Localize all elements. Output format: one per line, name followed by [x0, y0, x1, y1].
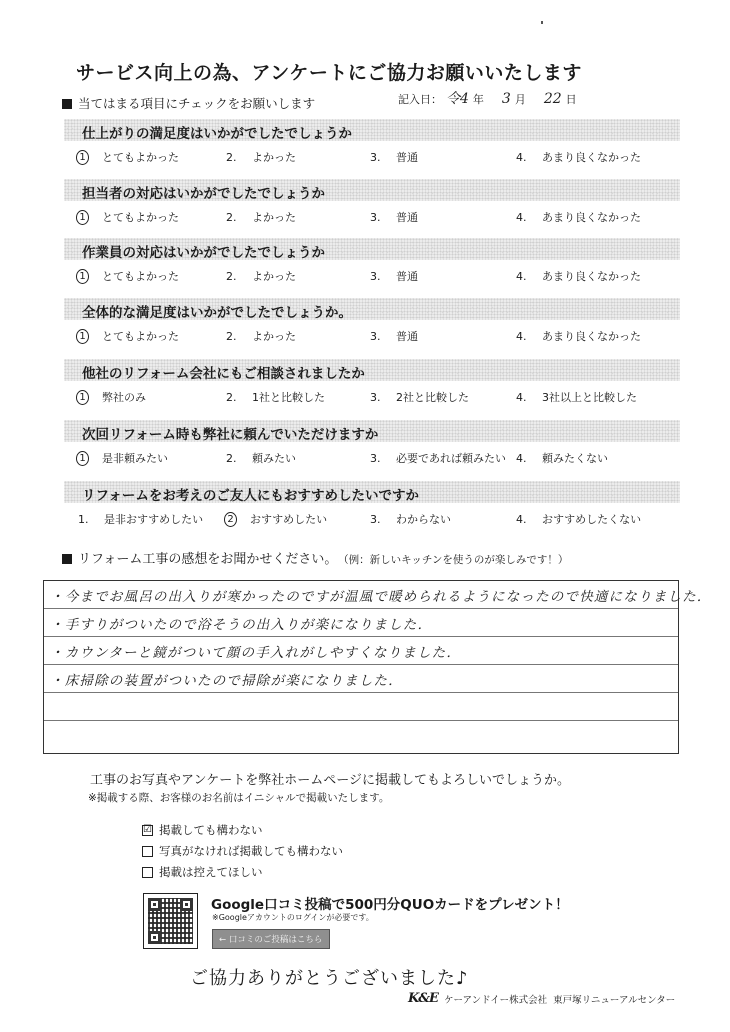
answer-option[interactable] — [516, 328, 641, 344]
entry-date-day-unit: 日 — [565, 93, 577, 106]
option-label: よかった — [252, 211, 296, 224]
circled-number-icon: 2 — [224, 512, 237, 527]
promo-note: ※Googleアカウントのログインが必要です。 — [212, 913, 374, 922]
option-label: とてもよかった — [102, 211, 179, 224]
option-label: 3社以上と比較した — [542, 391, 637, 404]
question-text: 仕上がりの満足度はいかがでしたでしょうか — [82, 126, 352, 142]
page-title: サービス向上の為、アンケートにご協力お願いいたします — [76, 62, 582, 84]
answer-option[interactable] — [370, 328, 418, 344]
option-number: 4. — [516, 390, 527, 404]
option-label: 2社と比較した — [396, 391, 469, 404]
answer-option[interactable] — [78, 209, 179, 225]
answer-option[interactable] — [370, 511, 451, 527]
publication-note: ※掲載する際、お客様のお名前はイニシャルで掲載いたします。 — [88, 792, 390, 804]
option-number: 2. — [226, 210, 237, 224]
qr-finder — [148, 898, 161, 911]
question-text: 他社のリフォーム会社にもご相談されましたか — [82, 366, 365, 382]
option-label: おすすめしたい — [250, 513, 328, 526]
option-number: 3. — [370, 150, 381, 164]
answer-option[interactable] — [78, 328, 179, 344]
publication-question: 工事のお写真やアンケートを弊社ホームページに掲載してもよろしいでしょうか。 — [90, 773, 570, 788]
comment-line[interactable] — [44, 609, 678, 637]
square-bullet-icon — [62, 554, 72, 564]
option-number: 4. — [516, 512, 527, 526]
answer-option[interactable] — [516, 149, 641, 165]
option-label: とてもよかった — [102, 270, 179, 283]
publication-option-label: 写真がなければ掲載しても構わない — [159, 844, 343, 858]
circled-number-icon: 1 — [76, 390, 89, 405]
option-label: わからない — [396, 513, 451, 526]
footer — [408, 991, 675, 1006]
question-text: リフォームをお考えのご友人にもおすすめしたいですか — [82, 488, 419, 504]
publication-option-label: 掲載しても構わない — [159, 823, 263, 837]
option-label: よかった — [252, 151, 296, 164]
entry-date-era[interactable]: 令4 — [446, 91, 469, 107]
option-label: 是非おすすめしたい — [104, 513, 204, 526]
answer-option[interactable] — [78, 511, 203, 527]
entry-date-month-unit: 月 — [514, 93, 526, 106]
option-label: 普通 — [396, 270, 418, 283]
option-number: 3. — [370, 512, 381, 526]
question-options — [78, 511, 678, 529]
question-bar — [64, 298, 680, 320]
question-bar — [64, 481, 680, 503]
comments-heading-text: リフォーム工事の感想をお聞かせください。 — [78, 552, 338, 567]
answer-option[interactable] — [226, 511, 327, 527]
answer-option[interactable] — [370, 389, 469, 405]
publication-option-no-photo[interactable] — [142, 843, 343, 859]
option-number: 3. — [370, 329, 381, 343]
circled-number-icon: 1 — [76, 210, 89, 225]
option-label: あまり良くなかった — [542, 270, 641, 283]
comments-box[interactable] — [43, 580, 712, 754]
answer-option[interactable] — [226, 149, 296, 165]
scan-speck — [541, 21, 543, 24]
question-bar — [64, 420, 680, 442]
question-text: 全体的な満足度はいかがでしたでしょうか。 — [82, 305, 352, 321]
question-text: 作業員の対応はいかがでしたでしょうか — [82, 245, 325, 261]
promo-title: Google口コミ投稿で500円分QUOカードをプレゼント！ — [211, 897, 569, 913]
answer-option[interactable] — [226, 328, 296, 344]
entry-date — [398, 88, 577, 108]
option-number: 4. — [516, 210, 527, 224]
option-number: 2. — [226, 329, 237, 343]
qr-finder — [148, 931, 161, 944]
publication-option-decline[interactable] — [142, 864, 263, 880]
question-bar — [64, 119, 680, 141]
question-options — [78, 268, 678, 286]
option-number: 2. — [226, 269, 237, 283]
comment-line[interactable] — [44, 693, 678, 721]
answer-option[interactable] — [78, 450, 168, 466]
answer-option[interactable] — [516, 389, 637, 405]
option-number: 2. — [226, 390, 237, 404]
option-number: 2. — [226, 451, 237, 465]
publication-option-label: 掲載は控えてほしい — [159, 865, 263, 879]
answer-option[interactable] — [516, 450, 608, 466]
comment-text: ・手すりがついたので浴そうの出入りが楽になりました． — [50, 617, 433, 633]
option-label: おすすめしたくない — [542, 513, 642, 526]
option-label: 普通 — [396, 151, 418, 164]
question-text: 次回リフォーム時も弊社に頼んでいただけますか — [82, 427, 379, 443]
option-label: よかった — [252, 270, 296, 283]
answer-option[interactable] — [370, 450, 506, 466]
answer-option[interactable] — [370, 268, 418, 284]
entry-date-year-unit: 年 — [472, 93, 484, 106]
company-name: ケーアンドイー株式会社 — [443, 994, 548, 1006]
answer-option[interactable] — [78, 149, 179, 165]
answer-option[interactable] — [516, 209, 641, 225]
circled-number-icon: 1 — [76, 329, 89, 344]
comment-text: ・床掃除の装置がついたので掃除が楽になりました． — [50, 673, 403, 689]
square-bullet-icon — [62, 99, 72, 109]
answer-option[interactable] — [226, 389, 325, 405]
option-number: 3. — [370, 269, 381, 283]
comment-line[interactable] — [44, 637, 678, 665]
comment-line[interactable] — [44, 721, 678, 752]
qr-code-icon[interactable] — [143, 893, 198, 949]
answer-option[interactable] — [226, 209, 296, 225]
answer-option[interactable] — [226, 450, 296, 466]
qr-pattern — [148, 898, 193, 944]
answer-option[interactable] — [78, 268, 179, 284]
publication-option-allow[interactable] — [142, 822, 263, 838]
option-number: 2. — [226, 150, 237, 164]
answer-option[interactable] — [78, 389, 146, 405]
option-number: 3. — [370, 451, 381, 465]
comments-example: （例：新しいキッチンを使うのが楽しみです！） — [343, 554, 569, 566]
entry-date-month[interactable]: 3 — [501, 91, 511, 107]
comment-line[interactable] — [44, 665, 678, 693]
answer-option[interactable] — [370, 209, 418, 225]
circled-number-icon: 1 — [76, 150, 89, 165]
option-label: 普通 — [396, 211, 418, 224]
question-options — [78, 389, 678, 407]
circled-number-icon: 1 — [76, 451, 89, 466]
question-bar — [64, 359, 680, 381]
circled-number-icon: 1 — [76, 269, 89, 284]
question-bar — [64, 179, 680, 201]
option-label: あまり良くなかった — [542, 151, 641, 164]
checkbox-icon[interactable] — [142, 846, 153, 857]
entry-date-day[interactable]: 22 — [543, 91, 562, 107]
option-number: 1. — [78, 512, 89, 526]
option-label: あまり良くなかった — [542, 211, 641, 224]
option-number: 4. — [516, 329, 527, 343]
option-label: 弊社のみ — [102, 391, 146, 404]
option-label: 1社と比較した — [252, 391, 325, 404]
option-number: 4. — [516, 150, 527, 164]
option-number: 4. — [516, 451, 527, 465]
option-label: 頼みたい — [252, 452, 296, 465]
question-text: 担当者の対応はいかがでしたでしょうか — [82, 186, 325, 202]
question-options — [78, 450, 678, 468]
answer-option[interactable] — [370, 149, 418, 165]
checkbox-checked-icon[interactable]: ☑ — [143, 824, 152, 835]
question-options — [78, 149, 678, 167]
question-options — [78, 209, 678, 227]
checkbox-icon[interactable] — [142, 867, 153, 878]
comment-text: ・今までお風呂の出入りが寒かったのですが温風で暖められるようになったので快適になりました． — [50, 589, 712, 605]
option-label: とてもよかった — [102, 330, 179, 343]
company-logo: K&E — [408, 991, 438, 1006]
answer-option[interactable] — [516, 268, 641, 284]
option-number: 3. — [370, 210, 381, 224]
review-link-button[interactable]: ← 口コミのご投稿はこちら — [212, 929, 330, 949]
branch-name: 東戸塚リニューアルセンター — [553, 994, 676, 1006]
question-bar — [64, 238, 680, 260]
option-label: 頼みたくない — [542, 452, 608, 465]
comments-heading — [62, 548, 568, 567]
option-label: とてもよかった — [102, 151, 179, 164]
option-number: 3. — [370, 390, 381, 404]
entry-date-label: 記入日： — [398, 93, 442, 106]
option-number: 4. — [516, 269, 527, 283]
answer-option[interactable] — [226, 268, 296, 284]
answer-option[interactable] — [516, 511, 641, 527]
closing-message: ご協力ありがとうございました♪ — [190, 968, 469, 989]
option-label: 普通 — [396, 330, 418, 343]
comment-text: ・カウンターと鏡がついて顔の手入れがしやすくなりました． — [50, 645, 462, 661]
question-options — [78, 328, 678, 346]
comment-line[interactable] — [44, 581, 712, 609]
option-label: あまり良くなかった — [542, 330, 641, 343]
qr-finder — [180, 898, 193, 911]
instruction-text: 当てはまる項目にチェックをお願いします — [78, 96, 316, 111]
option-label: 是非頼みたい — [102, 452, 168, 465]
option-label: よかった — [252, 330, 296, 343]
option-label: 必要であれば頼みたい — [396, 452, 506, 465]
instruction-heading — [62, 94, 315, 112]
